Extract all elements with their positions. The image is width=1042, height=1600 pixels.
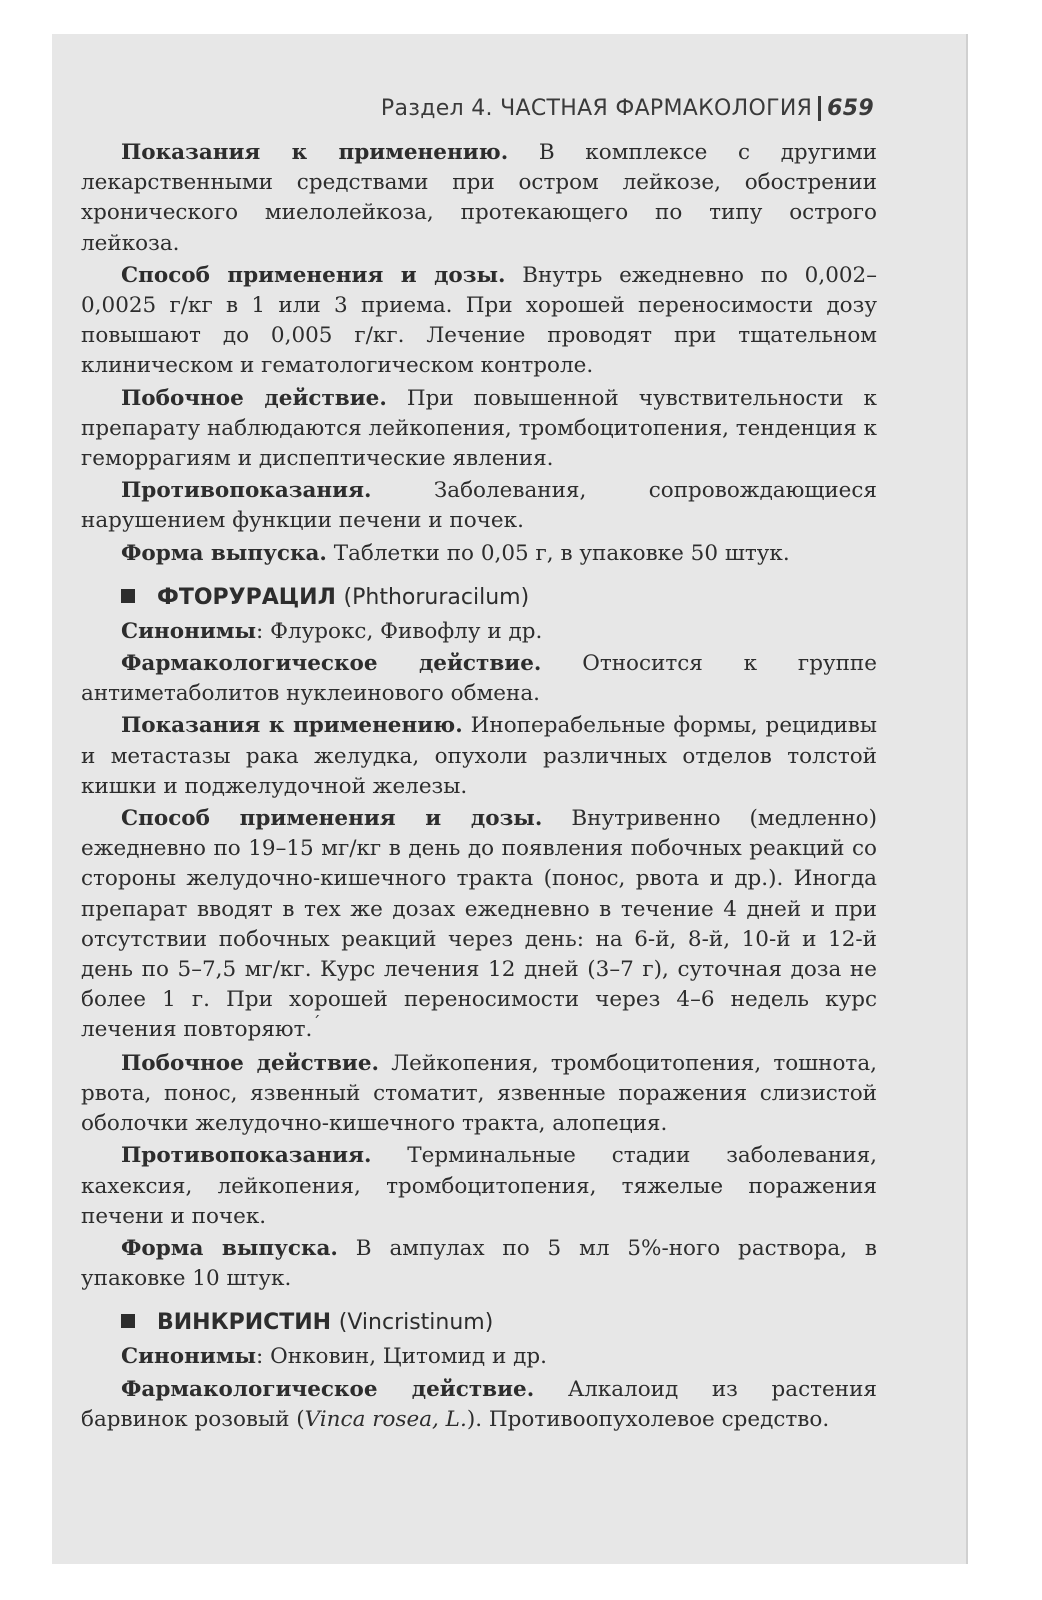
paragraph-form <box>81 1234 877 1294</box>
section-title-vincristinum <box>81 1308 877 1338</box>
paragraph-indications <box>81 711 877 802</box>
header-title: Раздел 4. ЧАСТНАЯ ФАРМАКОЛОГИЯ <box>380 96 813 121</box>
paragraph-lead: Способ применения и дозы. <box>121 262 506 288</box>
paragraph-lead: Способ применения и дозы. <box>121 806 543 832</box>
paragraph-body: : Флурокс, Фивофлу и др. <box>256 618 543 644</box>
paragraph-pharmacology <box>81 1375 877 1435</box>
paragraph-lead: Противопоказания. <box>121 478 372 504</box>
stray-mark: ´ <box>312 1013 321 1033</box>
paragraph-lead: Противопоказания. <box>121 1143 372 1169</box>
section-title-phthoruracilum <box>81 583 877 613</box>
paragraph-lead: Показания к применению. <box>121 140 509 165</box>
paragraph-body: : Онковин, Цитомид и др. <box>256 1344 547 1370</box>
page-content <box>81 138 877 1437</box>
paragraph-form <box>81 539 877 569</box>
paragraph-body: Относится к группе антиметаболитов нуклеинового обмена. <box>81 651 877 707</box>
paragraph-dosage <box>81 261 877 382</box>
paragraph-side-effects <box>81 1049 877 1140</box>
paragraph-body: Внутрь ежедневно по 0,002–0,0025 г/кг в 1 или 3 приема. При хорошей переносимости дозу повышают до 0,005 г/кг. Лечение проводят при тщательном клиническом и гематологическом контроле. <box>81 262 877 379</box>
drug-name: ВИНКРИСТИН <box>157 1310 332 1336</box>
paragraph-dosage <box>81 804 877 1047</box>
paragraph-synonyms <box>81 617 877 647</box>
paragraph-indications <box>81 138 877 259</box>
paragraph-lead: Побочное действие. <box>121 1050 380 1076</box>
paragraph-body: При повышенной чувствительности к препарату наблюдаются лейкопения, тромбоцитопения, тенденция к геморрагиям и диспептические явления. <box>81 385 877 472</box>
paragraph-body: Внутривенно (медленно) ежедневно по 19–15 мг/кг в день до появления побочных реакций со стороны желудочно-кишечного тракта (понос, рвота и др.). Иногда препарат вводят в тех же дозах ежедневно в течение 4 дней и при отсутствии побочных реакций через день: на 6-й, 8-й, 10-й и 12-й день по 5–7,5 мг/кг. Курс лечения 12 дней (3–7 г), суточная доза не более 1 г. При хорошей переносимости через 4–6 недель курс лечения повторяют. <box>81 806 877 1043</box>
paragraph-lead: Форма выпуска. <box>121 540 327 566</box>
paragraph-lead: Синонимы <box>121 618 257 644</box>
square-bullet-icon <box>121 1314 135 1328</box>
paragraph-synonyms <box>81 1342 877 1372</box>
paragraph-pharmacology <box>81 649 877 709</box>
drug-latin-name: (Phthoruracilum) <box>343 584 530 610</box>
paragraph-body-end: ). Противоопухолевое средство. <box>466 1406 830 1432</box>
paragraph-lead: Фармакологическое действие. <box>121 1376 535 1402</box>
latin-species-name: Vinca rosea, L. <box>304 1406 467 1432</box>
paragraph-body: В ампулах по 5 мл 5%-ного раствора, в упаковке 10 штук. <box>81 1235 878 1292</box>
paragraph-lead: Форма выпуска. <box>121 1235 338 1261</box>
paragraph-body: В комплексе с другими лекарственными средствами при остром лейкозе, обострении хронического миелолейкоза, протекающего по типу острого лейкоза. <box>81 140 877 256</box>
paragraph-lead: Показания к применению. <box>121 713 463 739</box>
book-page <box>52 34 968 1564</box>
drug-latin-name: (Vincristinum) <box>338 1310 494 1336</box>
paragraph-lead: Фармакологическое действие. <box>121 651 542 677</box>
paragraph-lead: Синонимы <box>121 1344 257 1370</box>
paragraph-side-effects <box>81 384 877 475</box>
paragraph-body: Терминальные стадии заболевания, кахексия, лейкопения, тромбоцитопения, тяжелые поражения печени и почек. <box>81 1143 877 1229</box>
paragraph-body: Иноперабельные формы, рецидивы и метастазы рака желудка, опухоли различных отделов толстой кишки и поджелудочной железы. <box>81 713 877 799</box>
paragraph-body: Заболевания, сопровождающиеся нарушением функции печени и почек. <box>81 478 877 534</box>
paragraph-contraindications <box>81 1141 877 1232</box>
paragraph-contraindications <box>81 476 877 536</box>
paragraph-body: Лейкопения, тромбоцитопения, тошнота, рвота, понос, язвенный стоматит, язвенные поражения слизистой оболочки желудочно-кишечного тракта, алопеция. <box>81 1050 877 1137</box>
page-number: 659 <box>818 96 874 121</box>
square-bullet-icon <box>121 589 135 603</box>
drug-name: ФТОРУРАЦИЛ <box>157 584 336 610</box>
paragraph-body: Таблетки по 0,05 г, в упаковке 50 штук. <box>326 540 790 566</box>
paragraph-lead: Побочное действие. <box>121 385 387 411</box>
paragraph-body: Алкалоид из растения барвинок розовый ( <box>81 1376 877 1432</box>
running-header <box>52 96 874 121</box>
